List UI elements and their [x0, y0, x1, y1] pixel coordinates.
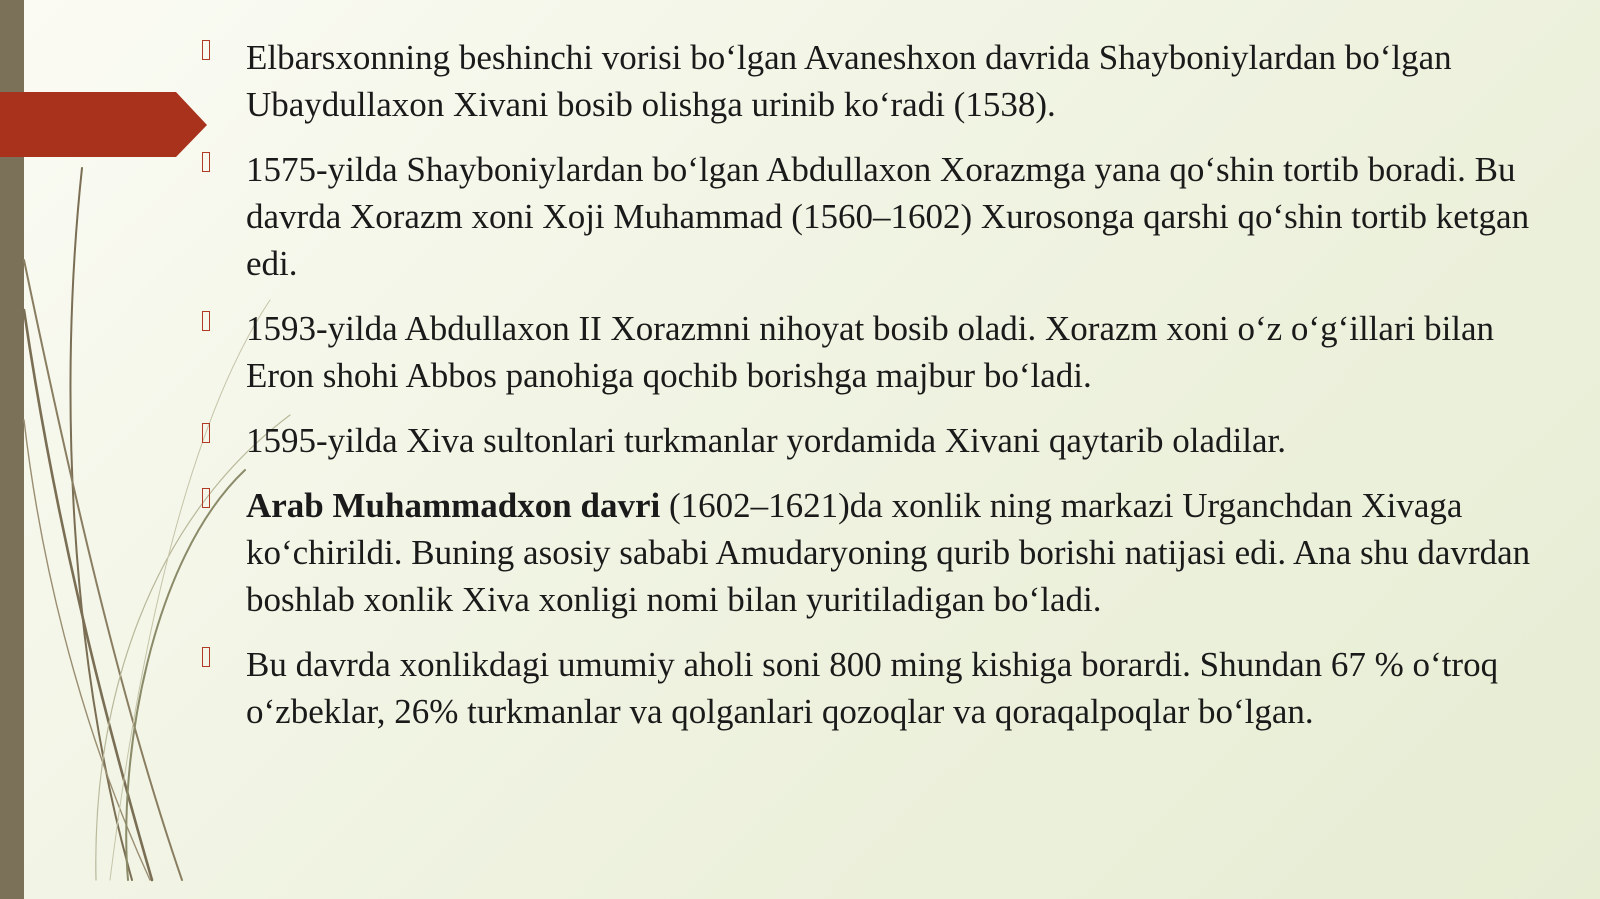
square-outline-bullet-icon: [202, 311, 210, 331]
square-outline-bullet-icon: [202, 423, 210, 443]
bullet-text: Elbarsxonning beshinchi vorisi bo‘lgan Avaneshxon davrida Shayboniylardan bo‘lgan Ubaydullaxon Xivani bosib olishga urinib ko‘radi (1538).: [246, 38, 1452, 124]
bullet-text: 1595-yilda Xiva sultonlari turkmanlar yordamida Xivani qaytarib oladilar.: [246, 421, 1287, 460]
bullet-list: [196, 34, 1566, 753]
bullet-item: [196, 146, 1566, 287]
bullet-item: [196, 482, 1566, 623]
bullet-item: [196, 641, 1566, 735]
bullet-text: (1602–1621)da xonlik ning markazi Urganchdan Xivaga ko‘chirildi. Buning asosiy sababi Amudaryoning qurib borishi natijasi edi. Ana shu davrdan boshlab xonlik Xiva xonligi nomi bilan yuritiladigan bo‘ladi.: [246, 486, 1531, 619]
square-outline-bullet-icon: [202, 488, 210, 508]
square-outline-bullet-icon: [202, 40, 210, 60]
bullet-item: [196, 34, 1566, 128]
bullet-bold-lead: Arab Muhammadxon davri: [246, 486, 661, 525]
square-outline-bullet-icon: [202, 647, 210, 667]
bullet-text: 1575-yilda Shayboniylardan bo‘lgan Abdullaxon Xorazmga yana qo‘shin tortib boradi. Bu davrda Xorazm xoni Xoji Muhammad (1560–1602) Xurosonga qarshi qo‘shin tortib ketgan edi.: [246, 150, 1530, 283]
bullet-text: Bu davrda xonlikdagi umumiy aholi soni 800 ming kishiga borardi. Shundan 67 % o‘troq o‘zbeklar, 26% turkmanlar va qolganlari qozoqlar va qoraqalpoqlar bo‘lgan.: [246, 645, 1499, 731]
bullet-text: 1593-yilda Abdullaxon II Xorazmni nihoyat bosib oladi. Xorazm xoni o‘z o‘g‘illari bilan Eron shohi Abbos panohiga qochib borishga majbur bo‘ladi.: [246, 309, 1495, 395]
bullet-item: [196, 305, 1566, 399]
bullet-item: [196, 417, 1566, 464]
square-outline-bullet-icon: [202, 152, 210, 172]
red-accent-tab: [0, 92, 208, 158]
